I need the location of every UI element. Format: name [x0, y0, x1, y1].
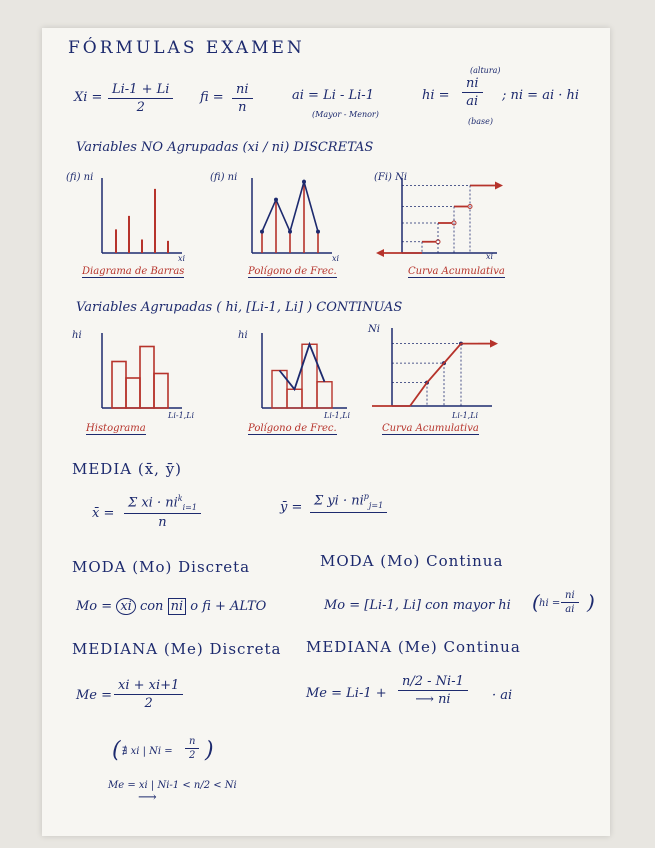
mediana-discreta-fraction — [114, 678, 183, 711]
mediana-discreta-denominator: 2 — [144, 696, 153, 711]
mediana-cond-denominator: 2 — [189, 750, 196, 761]
media-x-denominator: n — [158, 514, 167, 530]
mediana-continua-numerator: n/2 - Ni-1 — [402, 674, 464, 689]
moda-discreta-xi: xi — [116, 598, 136, 615]
fi-denominator: n — [238, 100, 247, 115]
chart6-xlabel: Li-1,Li — [452, 411, 479, 420]
discretas-heading: Variables NO Agrupadas (xi / ni) DISCRETAS — [76, 140, 374, 155]
mediana-cond-numerator: n — [189, 736, 196, 747]
arrow-right — [490, 340, 498, 348]
moda-continua-formula: Mo = [Li-1, Li] con mayor hi — [324, 598, 511, 613]
histogram-bar — [302, 344, 317, 408]
xi-denominator: 2 — [136, 100, 145, 115]
moda-hi-numerator: ni — [565, 590, 575, 601]
media-x-label: x̄ = — [92, 506, 115, 521]
frequency-polygon-discrete-chart — [252, 178, 342, 258]
mediana-discreta-label: Me = — [76, 688, 113, 703]
media-x-sum: Σ xi · ni — [128, 495, 178, 511]
mediana-cond-text: ∄ xi | Ni = — [122, 746, 173, 757]
mediana-discreta-numerator: xi + xi+1 — [118, 678, 180, 693]
mediana-continua-denominator: ⟶ ni — [415, 692, 451, 707]
media-y-sum-top: p — [363, 492, 369, 501]
moda-discreta-formula — [76, 598, 266, 615]
mediana-continua-den-text: ni — [438, 692, 451, 707]
mediana-continua-tail: · ai — [492, 688, 513, 703]
moda-discreta-heading: MODA (Mo) Discreta — [72, 558, 251, 576]
chart5-xlabel: Li-1,Li — [324, 411, 351, 420]
histogram-bar — [140, 347, 154, 409]
chart3-caption: Curva Acumulativa — [408, 266, 505, 277]
moda-discreta-ni: ni — [168, 598, 187, 615]
data-point — [260, 230, 264, 234]
histogram-chart — [102, 333, 202, 413]
histogram-bar — [126, 378, 140, 408]
ai-formula: ai = Li - Li-1 — [292, 88, 374, 103]
moda-discreta-post: o fi + ALTO — [190, 599, 267, 614]
media-y-label: ȳ = — [280, 500, 303, 515]
chart1-xlabel: xi — [178, 254, 186, 263]
data-point — [288, 230, 292, 234]
chart6-ylabel: Ni — [368, 324, 380, 335]
histogram-bar — [154, 374, 168, 409]
chart5-ylabel: hi — [238, 330, 248, 341]
mediana-discreta-heading: MEDIANA (Me) Discreta — [72, 640, 282, 658]
xi-label: Xi = — [74, 90, 103, 105]
chart1-caption: Diagrama de Barras — [82, 266, 185, 277]
cumulative-curve-continuous-chart — [392, 328, 502, 413]
moda-continua-hi-fraction — [561, 590, 579, 615]
mediana-cond-fraction — [185, 736, 199, 761]
moda-hi-denominator: ai — [565, 604, 575, 615]
chart5-caption: Polígono de Frec. — [248, 423, 337, 434]
frequency-polygon-continuous-chart — [262, 333, 362, 413]
arrow-right — [495, 182, 503, 190]
media-y-sum-bottom: j=1 — [368, 500, 384, 510]
moda-discreta-con: con — [139, 599, 164, 614]
media-y-numerator — [310, 492, 387, 513]
ai-note: (Mayor - Menor) — [312, 110, 379, 119]
ni-equation: ; ni = ai · hi — [502, 88, 580, 103]
moda-discreta-pre: Mo = — [76, 599, 113, 614]
media-x-sum-bottom: i=1 — [182, 502, 197, 512]
arrow-left — [376, 249, 384, 257]
mediana-continua-fraction — [398, 674, 468, 707]
mediana-cond-open: ( — [112, 738, 121, 763]
hi-label: hi = — [422, 88, 450, 103]
data-point — [302, 180, 306, 184]
fi-label: fi = — [200, 90, 224, 105]
mediana-continua-heading: MEDIANA (Me) Continua — [306, 638, 521, 656]
hi-denominator: ai — [466, 94, 479, 109]
media-x-fraction — [124, 494, 201, 530]
hi-den-note: (base) — [468, 117, 493, 126]
hi-fraction — [462, 76, 483, 109]
fi-fraction — [232, 82, 253, 115]
chart2-ylabel: (fi) ni — [210, 172, 238, 183]
chart3-xlabel: xi — [486, 252, 494, 261]
media-x-numerator — [124, 494, 201, 513]
chart2-xlabel: xi — [332, 254, 340, 263]
histogram-bar — [317, 382, 332, 408]
chart6-caption: Curva Acumulativa — [382, 423, 479, 434]
hi-numerator: ni — [466, 76, 479, 91]
data-point — [316, 230, 320, 234]
media-heading: MEDIA (x̄, ȳ) — [72, 460, 183, 478]
chart2-caption: Polígono de Frec. — [248, 266, 337, 277]
mediana-continua-label: Me = Li-1 + — [306, 686, 387, 701]
bar-diagram-chart — [102, 178, 192, 258]
chart4-ylabel: hi — [72, 330, 82, 341]
xi-fraction — [108, 82, 173, 115]
histogram-bar — [287, 389, 302, 408]
chart4-caption: Histograma — [86, 423, 146, 434]
chart1-ylabel: (fi) ni — [66, 172, 94, 183]
chart4-xlabel: Li-1,Li — [168, 411, 195, 420]
continuas-heading: Variables Agrupadas ( hi, [Li-1, Li] ) CONTINUAS — [76, 300, 403, 315]
mediana-last-line: Me = xi | Ni-1 < n/2 < Ni — [108, 780, 237, 791]
cumulative-curve-discrete-chart — [402, 178, 502, 258]
moda-continua-paren-left: ( — [532, 590, 540, 614]
chart3-ylabel: (Fi) Ni — [374, 172, 408, 183]
mediana-cond-close: ) — [205, 738, 214, 763]
moda-continua-paren-right: ) — [587, 590, 595, 614]
arrow-icon: ⟶ — [138, 790, 157, 805]
histogram-bar — [112, 362, 126, 409]
media-y-sum: Σ yi · ni — [314, 493, 364, 509]
page-title: FÓRMULAS EXAMEN — [68, 38, 305, 58]
data-point — [274, 198, 278, 202]
hi-num-note: (altura) — [470, 66, 501, 75]
notebook-page — [42, 28, 610, 836]
polygon-line — [262, 182, 318, 232]
xi-numerator: Li-1 + Li — [112, 82, 170, 97]
fi-numerator: ni — [236, 82, 249, 97]
media-x-sum-top: k — [177, 494, 183, 503]
moda-continua-heading: MODA (Mo) Continua — [320, 552, 504, 570]
moda-continua-hi: hi = — [539, 598, 561, 609]
